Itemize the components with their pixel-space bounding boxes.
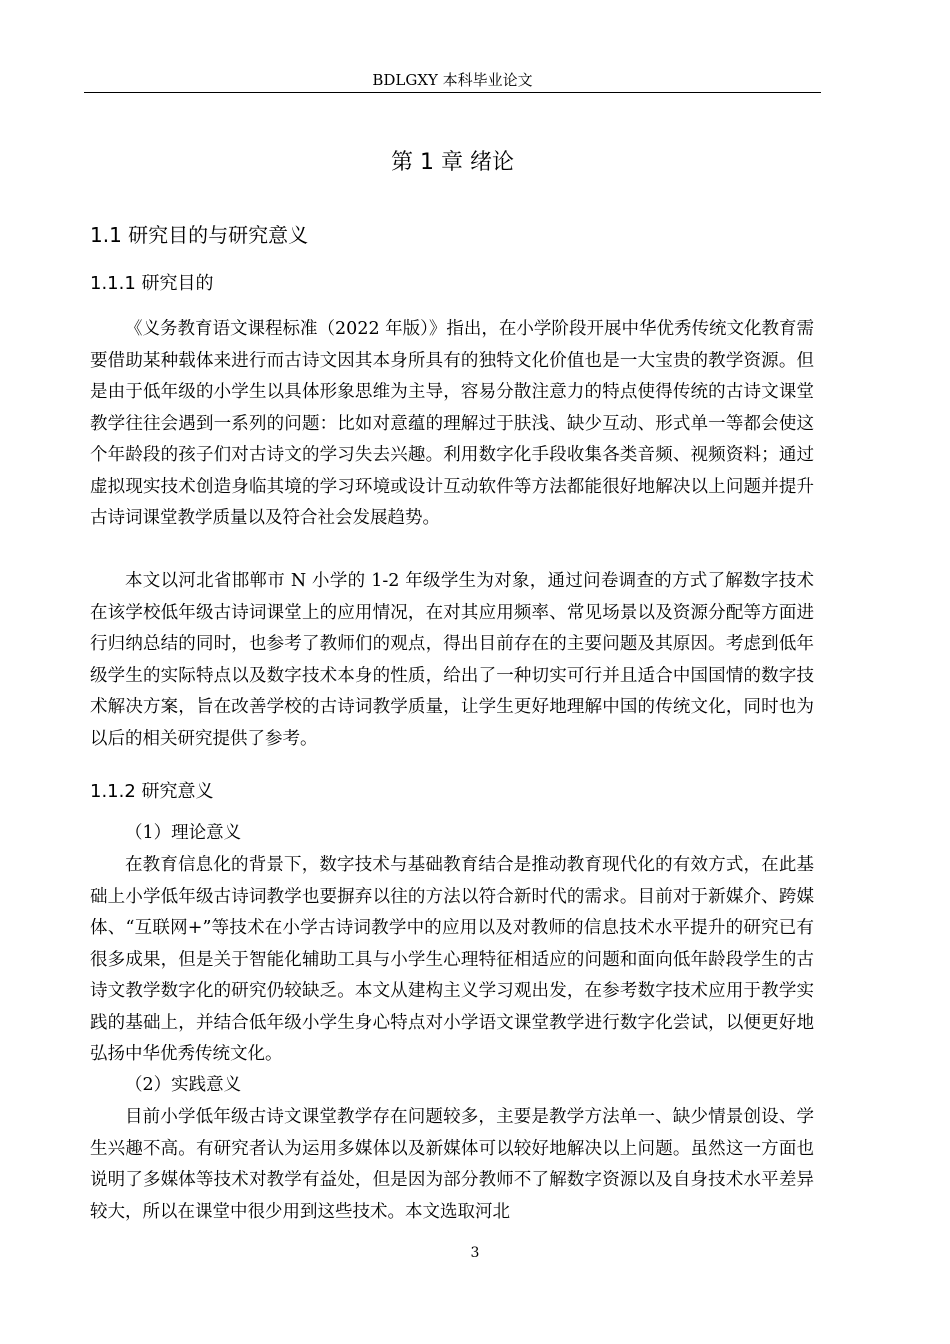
body-paragraph: 本文以河北省邯郸市 N 小学的 1-2 年级学生为对象，通过问卷调查的方式了解数字技术在该学校低年级古诗词课堂上的应用情况，在对其应用频率、常见场景以及资源分配等方面进行归纳总结的同时，也参考了教师们的观点，得出目前存在的主要问题及其原因。考虑到低年级学生的实际特点以及数字技术本身的性质，给出了一种切实可行并且适合中国国情的数字技术解决方案，旨在改善学校的古诗词教学质量，让学生更好地理解中国的传统文化，同时也为以后的相关研究提供了参考。 bbox=[90, 571, 814, 749]
body-paragraph: 在教育信息化的背景下，数字技术与基础教育结合是推动教育现代化的有效方式，在此基础上小学低年级古诗词教学也要摒弃以往的方法以符合新时代的需求。目前对于新媒介、跨媒体、“互联网+”等技术在小学古诗词教学中的应用以及对教师的信息技术水平提升的研究已有很多成果，但是关于智能化辅助工具与小学生心理特征相适应的问题和面向低年龄段学生的古诗文教学数字化的研究仍较缺乏。本文从建构主义学习观出发，在参考数字技术应用于教学实践的基础上，并结合低年级小学生身心特点对小学语文课堂教学进行数字化尝试，以便更好地弘扬中华优秀传统文化。 bbox=[90, 855, 814, 1064]
chapter-title: 第 1 章 绪论 bbox=[391, 150, 514, 175]
subsection-heading-significance: 1.1.2 研究意义 bbox=[90, 781, 214, 802]
page-number: 3 bbox=[470, 1245, 480, 1261]
practice-significance-label: （2）实践意义 bbox=[125, 1075, 242, 1095]
theory-significance-label: （1）理论意义 bbox=[125, 823, 242, 843]
subsection-heading-purpose: 1.1.1 研究目的 bbox=[90, 273, 214, 294]
header-divider bbox=[84, 92, 821, 93]
running-header: BDLGXY 本科毕业论文 bbox=[372, 71, 533, 89]
section-heading: 1.1 研究目的与研究意义 bbox=[90, 223, 309, 247]
body-paragraph: 《义务教育语文课程标准（2022 年版）》指出，在小学阶段开展中华优秀传统文化教育需要借助某种载体来进行而古诗文因其本身所具有的独特文化价值也是一大宝贵的教学资源。但是由于低年级的小学生以具体形象思维为主导，容易分散注意力的特点使得传统的古诗文课堂教学往往会遇到一系列的问题：比如对意蕴的理解过于肤浅、缺少互动、形式单一等都会使这个年龄段的孩子们对古诗文的学习失去兴趣。利用数字化手段收集各类音频、视频资料；通过虚拟现实技术创造身临其境的学习环境或设计互动软件等方法都能很好地解决以上问题并提升古诗词课堂教学质量以及符合社会发展趋势。 bbox=[90, 319, 814, 528]
body-paragraph: 目前小学低年级古诗文课堂教学存在问题较多，主要是教学方法单一、缺少情景创设、学生兴趣不高。有研究者认为运用多媒体以及新媒体可以较好地解决以上问题。虽然这一方面也说明了多媒体等技术对教学有益处，但是因为部分教师不了解数字资源以及自身技术水平差异较大，所以在课堂中很少用到这些技术。本文选取河北 bbox=[90, 1107, 814, 1222]
